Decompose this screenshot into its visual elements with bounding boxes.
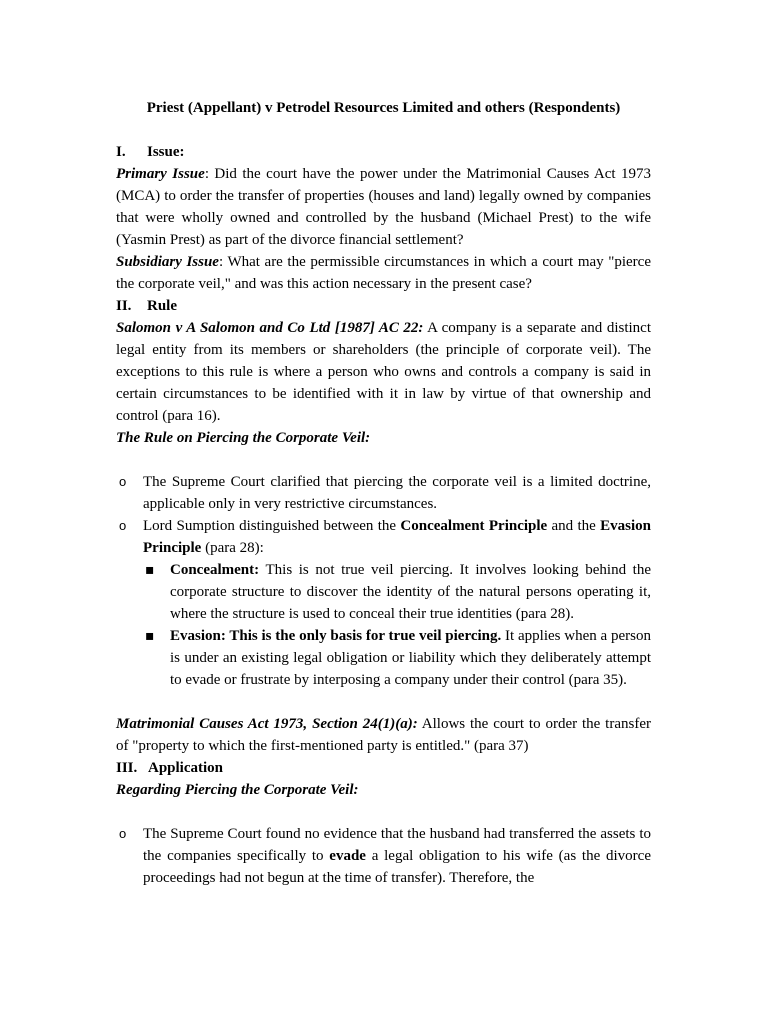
blank-line — [116, 801, 651, 823]
section-label: Issue: — [147, 144, 185, 160]
primary-issue-text: : Did the court have the power under the Matrimonial Causes Act 1973 (MCA) to order the transfer of properties (houses and land) legally owned by companies that were wholly owned and controlled by the husband (Michael Prest) to the wife (Yasmin Prest) as part of the divorce financial settlement? — [116, 166, 652, 248]
sublist-item-concealment — [143, 559, 651, 625]
list-item — [116, 823, 651, 889]
application-subheading: Regarding Piercing the Corporate Veil: — [116, 782, 359, 798]
evade-term: evade — [329, 848, 366, 864]
document-title: Priest (Appellant) v Petrodel Resources Limited and others (Respondents) — [146, 100, 621, 116]
concealment-label: Concealment: — [170, 562, 260, 578]
subsidiary-issue-text: : What are the permissible circumstances in which a court may "pierce the corporate veil," and was this action necessary in the present case? — [116, 254, 651, 292]
section-number: II. — [116, 298, 132, 314]
mca-paragraph — [116, 713, 651, 757]
evasion-label: Evasion: This is the only basis for true veil piercing. — [170, 628, 502, 644]
list-item — [116, 515, 651, 691]
list-item-text: The Supreme Court found no evidence that the husband had transferred the assets to the companies specifically to — [143, 826, 651, 864]
principle-sublist — [143, 559, 651, 691]
blank-line — [116, 691, 651, 713]
rule-bullet-list — [116, 471, 651, 691]
section-label: Application — [148, 760, 224, 776]
section-number: III. — [116, 760, 138, 776]
list-item-text: a legal obligation to his wife (as the divorce proceedings had not begun at the time of transfer). Therefore, the — [143, 848, 651, 886]
concealment-text: This is not true veil piercing. It involves looking behind the corporate structure to discover the identity of the natural persons operating it, where the structure is used to conceal their true identities (para 28). — [170, 562, 651, 622]
primary-issue-paragraph — [116, 163, 651, 251]
list-item-text: and the — [547, 518, 601, 534]
evasion-principle-term: Evasion Principle — [143, 518, 651, 556]
section-number: I. — [116, 144, 126, 160]
section-heading-application — [116, 757, 651, 779]
list-item-text: (para 28): — [201, 540, 264, 556]
document-page — [116, 97, 651, 889]
piercing-rule-heading: The Rule on Piercing the Corporate Veil: — [116, 430, 371, 446]
primary-issue-label: Primary Issue — [116, 166, 205, 182]
evasion-text: It applies when a person is under an existing legal obligation or liability which they deliberately attempt to evade or frustrate by interposing a company under their control (para 35). — [170, 628, 651, 688]
list-item-text: The Supreme Court clarified that piercing the corporate veil is a limited doctrine, applicable only in very restrictive circumstances. — [143, 474, 651, 512]
subsidiary-issue-label: Subsidiary Issue — [116, 254, 219, 270]
application-bullet-list — [116, 823, 651, 889]
salomon-paragraph — [116, 317, 651, 427]
list-item-text: Lord Sumption distinguished between the — [143, 518, 401, 534]
salomon-case-citation: Salomon v A Salomon and Co Ltd [1987] AC 22: — [116, 320, 424, 336]
concealment-principle-term: Concealment Principle — [400, 518, 548, 534]
subsidiary-issue-paragraph — [116, 251, 651, 295]
salomon-text: A company is a separate and distinct legal entity from its members or shareholders (the principle of corporate veil). The exceptions to this rule is where a person who owns and controls a company is said in certain circumstances to be identified with it in law by virtue of that ownership and control (para 16). — [116, 320, 651, 424]
blank-line — [116, 449, 651, 471]
section-label: Rule — [147, 298, 177, 314]
mca-text: Allows the court to order the transfer of "property to which the first-mentioned party is entitled." (para 37) — [116, 716, 651, 754]
section-heading-issue — [116, 141, 651, 163]
section-heading-rule — [116, 295, 651, 317]
list-item — [116, 471, 651, 515]
mca-citation: Matrimonial Causes Act 1973, Section 24(1)(a): — [116, 716, 418, 732]
sublist-item-evasion — [143, 625, 651, 691]
